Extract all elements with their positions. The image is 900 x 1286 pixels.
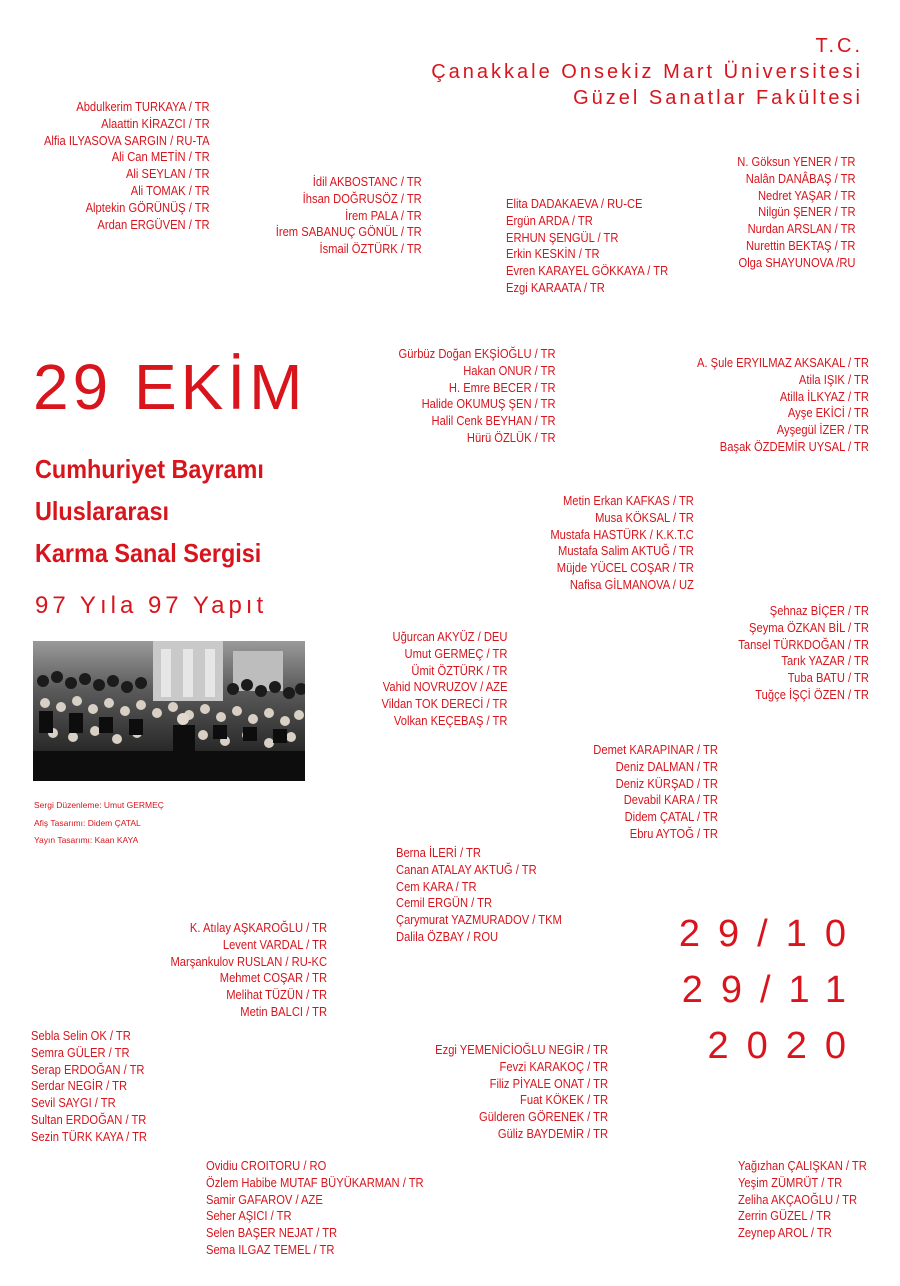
artist-name: Ali SEYLAN / TR — [126, 166, 210, 182]
artist-group-e-g — [435, 1042, 608, 1143]
artist-group-b-c — [396, 845, 562, 946]
faculty-header — [431, 33, 863, 111]
artist-name: Deniz DALMAN / TR — [615, 758, 718, 774]
artist-name: Başak ÖZDEMİR UYSAL / TR — [719, 438, 869, 454]
artist-name: Özlem Habibe MUTAF BÜYÜKARMAN / TR — [206, 1174, 424, 1190]
artist-name: K. Atılay AŞKAROĞLU / TR — [189, 920, 327, 935]
artist-name: Alfia ILYASOVA SARGIN / RU-TA — [44, 132, 210, 148]
artist-group-y-z — [738, 1158, 867, 1242]
header-line-3: Güzel Sanatlar Fakültesi — [573, 87, 863, 109]
artist-name: Elita DADAKAEVA / RU-CE — [506, 196, 643, 211]
artist-name: Ezgi KARAATA / TR — [506, 279, 605, 295]
artist-name: ERHUN ŞENGÜL / TR — [506, 229, 619, 245]
artist-name: Uğurcan AKYÜZ / DEU — [392, 629, 507, 644]
artist-group-o-s — [206, 1158, 424, 1259]
artist-name: İrem SABANUÇ GÖNÜL / TR — [276, 224, 422, 240]
artist-name: Gürbüz Doğan EKŞİOĞLU / TR — [398, 346, 556, 361]
artist-name: Ezgi YEMENİCİOĞLU NEGİR / TR — [435, 1042, 608, 1057]
artist-name: Serdar NEGİR / TR — [31, 1078, 128, 1094]
artist-name: Metin Erkan KAFKAS / TR — [563, 493, 694, 508]
artist-name: Mustafa HASTÜRK / K.K.T.C — [550, 526, 694, 542]
artist-name: Halide OKUMUŞ ŞEN / TR — [422, 396, 556, 412]
artist-name: Samir GAFAROV / AZE — [206, 1191, 323, 1207]
artist-name: H. Emre BECER / TR — [449, 379, 556, 395]
artist-name: Yağızhan ÇALIŞKAN / TR — [738, 1158, 867, 1173]
artist-group-u-v — [381, 629, 507, 730]
artist-name: Mustafa Salim AKTUĞ / TR — [558, 543, 694, 559]
historical-photo — [33, 641, 305, 781]
artist-name: Alaattin KİRAZCI / TR — [101, 115, 210, 131]
artist-name: Filiz PİYALE ONAT / TR — [489, 1075, 608, 1091]
artist-group-d — [593, 742, 718, 843]
artist-name: Sema ILGAZ TEMEL / TR — [206, 1241, 335, 1257]
artist-name: Alptekin GÖRÜNÜŞ / TR — [85, 199, 210, 215]
artist-name: Yeşim ZÜMRÜT / TR — [738, 1174, 843, 1190]
artist-name: İhsan DOĞRUSÖZ / TR — [302, 190, 422, 206]
artist-name: Tansel TÜRKDOĞAN / TR — [738, 636, 869, 652]
artist-name: Didem ÇATAL / TR — [624, 809, 718, 825]
artist-name: Canan ATALAY AKTUĞ / TR — [396, 861, 537, 877]
slogan: 97 Yıla 97 Yapıt — [35, 592, 268, 619]
subtitle-line-3: Karma Sanal Sergisi — [35, 538, 262, 568]
artist-name: İsmail ÖZTÜRK / TR — [319, 241, 422, 257]
artist-name: Ali Can METİN / TR — [112, 149, 210, 165]
artist-name: Marşankulov RUSLAN / RU-KC — [170, 953, 327, 969]
artist-name: Çarymurat YAZMURADOV / TKM — [396, 912, 562, 928]
artist-name: Ali TOMAK / TR — [131, 182, 210, 198]
credit-poster: Afiş Tasarımı: Didem ÇATAL — [34, 817, 141, 828]
artist-name: Metin BALCI / TR — [240, 1003, 327, 1019]
artist-group-a — [44, 99, 210, 233]
artist-name: Levent VARDAL / TR — [222, 936, 327, 952]
artist-name: Gülderen GÖRENEK / TR — [478, 1109, 608, 1125]
artist-group-s — [31, 1028, 147, 1146]
artist-name: Ergün ARDA / TR — [506, 212, 593, 228]
artist-name: Zerrin GÜZEL / TR — [738, 1208, 832, 1224]
artist-name: Şeyma ÖZKAN BİL / TR — [749, 619, 869, 635]
artist-name: Melihat TÜZÜN / TR — [226, 987, 327, 1003]
artist-name: Nafisa GİLMANOVA / UZ — [569, 576, 694, 592]
year: 2020 — [707, 1025, 864, 1067]
credits — [34, 797, 164, 850]
artist-name: Hakan ONUR / TR — [463, 362, 556, 378]
artist-name: Serap ERDOĞAN / TR — [31, 1061, 145, 1077]
artist-group-n — [738, 154, 856, 272]
artist-name: Sultan ERDOĞAN / TR — [31, 1111, 147, 1127]
credit-exhibition: Sergi Düzenleme: Umut GERMEÇ — [34, 800, 164, 810]
artist-name: Demet KARAPINAR / TR — [593, 742, 718, 757]
artist-name: Halil Cenk BEYHAN / TR — [431, 413, 556, 429]
artist-name: Ayşegül İZER / TR — [776, 422, 869, 438]
artist-name: İdil AKBOSTANC / TR — [313, 174, 422, 189]
artist-name: N. Göksun YENER / TR — [737, 154, 856, 169]
artist-name: Devabil KARA / TR — [623, 792, 718, 808]
end-date: 29/11 — [681, 969, 864, 1011]
artist-name: Musa KÖKSAL / TR — [595, 509, 694, 525]
artist-name: Sevil SAYGI / TR — [31, 1095, 116, 1111]
artist-name: Berna İLERİ / TR — [396, 845, 481, 860]
subtitle-line-1: Cumhuriyet Bayramı — [35, 454, 264, 484]
artist-name: İrem PALA / TR — [345, 207, 422, 223]
artist-name: Nurettin BEKTAŞ / TR — [746, 237, 856, 253]
artist-name: Mehmet COŞAR / TR — [219, 970, 327, 986]
exhibition-dates — [679, 906, 864, 1074]
event-date-title: 29 EKİM — [33, 351, 307, 423]
artist-name: Atilla İLKYAZ / TR — [779, 388, 869, 404]
artist-name: Müjde YÜCEL COŞAR / TR — [556, 560, 694, 576]
artist-name: Cemil ERGÜN / TR — [396, 895, 493, 911]
start-date: 29/10 — [678, 913, 864, 955]
artist-name: Olga SHAYUNOVA /RU — [738, 254, 856, 270]
artist-name: Zeliha AKÇAOĞLU / TR — [738, 1191, 858, 1207]
artist-name: Ebru AYTOĞ / TR — [629, 825, 718, 841]
artist-name: Nilgün ŞENER / TR — [758, 204, 856, 220]
artist-name: Selen BAŞER NEJAT / TR — [206, 1225, 338, 1241]
artist-name: Deniz KÜRŞAD / TR — [615, 775, 718, 791]
artist-name: A. Şule ERYILMAZ AKSAKAL / TR — [697, 355, 869, 370]
artist-group-i — [276, 174, 422, 258]
artist-name: Ovidiu CROITORU / RO — [206, 1158, 327, 1173]
artist-group-e — [506, 196, 668, 297]
artist-name: Sezin TÜRK KAYA / TR — [31, 1128, 147, 1144]
artist-name: Volkan KEÇEBAŞ / TR — [393, 712, 507, 728]
artist-group-g-h — [399, 346, 556, 447]
artist-name: Sebla Selin OK / TR — [31, 1028, 131, 1043]
artist-name: Dalila ÖZBAY / ROU — [396, 928, 499, 944]
artist-name: Ardan ERGÜVEN / TR — [97, 216, 210, 232]
artist-name: Ayşe EKİCİ / TR — [788, 405, 869, 421]
artist-name: Nurdan ARSLAN / TR — [748, 221, 856, 237]
artist-name: Şehnaz BİÇER / TR — [769, 603, 869, 618]
artist-name: Tuba BATU / TR — [787, 670, 869, 686]
artist-name: Vahid NOVRUZOV / AZE — [382, 679, 507, 695]
artist-name: Semra GÜLER / TR — [31, 1044, 130, 1060]
artist-name: Nalân DANÂBAŞ / TR — [746, 170, 856, 186]
artist-name: Tarık YAZAR / TR — [781, 653, 869, 669]
artist-name: Vildan TOK DERECİ / TR — [381, 696, 507, 712]
artist-name: Cem KARA / TR — [396, 878, 477, 894]
artist-name: Seher AŞICI / TR — [206, 1208, 292, 1224]
artist-name: Abdulkerim TURKAYA / TR — [76, 99, 210, 114]
artist-name: Zeynep AROL / TR — [738, 1225, 832, 1241]
artist-group-s-t — [738, 603, 869, 704]
artist-group-m — [550, 493, 694, 594]
artist-name: Umut GERMEÇ / TR — [404, 645, 507, 661]
artist-name: Atila IŞIK / TR — [798, 371, 869, 387]
artist-name: Güliz BAYDEMİR / TR — [497, 1125, 608, 1141]
artist-name: Tuğçe İŞÇİ ÖZEN / TR — [755, 686, 869, 702]
artist-name: Hürü ÖZLÜK / TR — [467, 429, 556, 445]
artist-name: Fevzi KARAKOÇ / TR — [499, 1058, 608, 1074]
artist-name: Fuat KÖKEK / TR — [519, 1092, 608, 1108]
artist-name: Erkin KESKİN / TR — [506, 246, 600, 262]
artist-name: Nedret YAŞAR / TR — [758, 187, 856, 203]
artist-group-k-m — [170, 920, 327, 1021]
header-line-2: Çanakkale Onsekiz Mart Üniversitesi — [431, 61, 863, 83]
subtitle-line-2: Uluslararası — [35, 496, 169, 526]
artist-name: Evren KARAYEL GÖKKAYA / TR — [506, 263, 669, 279]
credit-publication: Yayın Tasarımı: Kaan KAYA — [34, 835, 139, 845]
header-line-1: T.C. — [815, 35, 863, 57]
artist-name: Ümit ÖZTÜRK / TR — [410, 662, 507, 678]
artist-group-a-b — [697, 355, 869, 456]
